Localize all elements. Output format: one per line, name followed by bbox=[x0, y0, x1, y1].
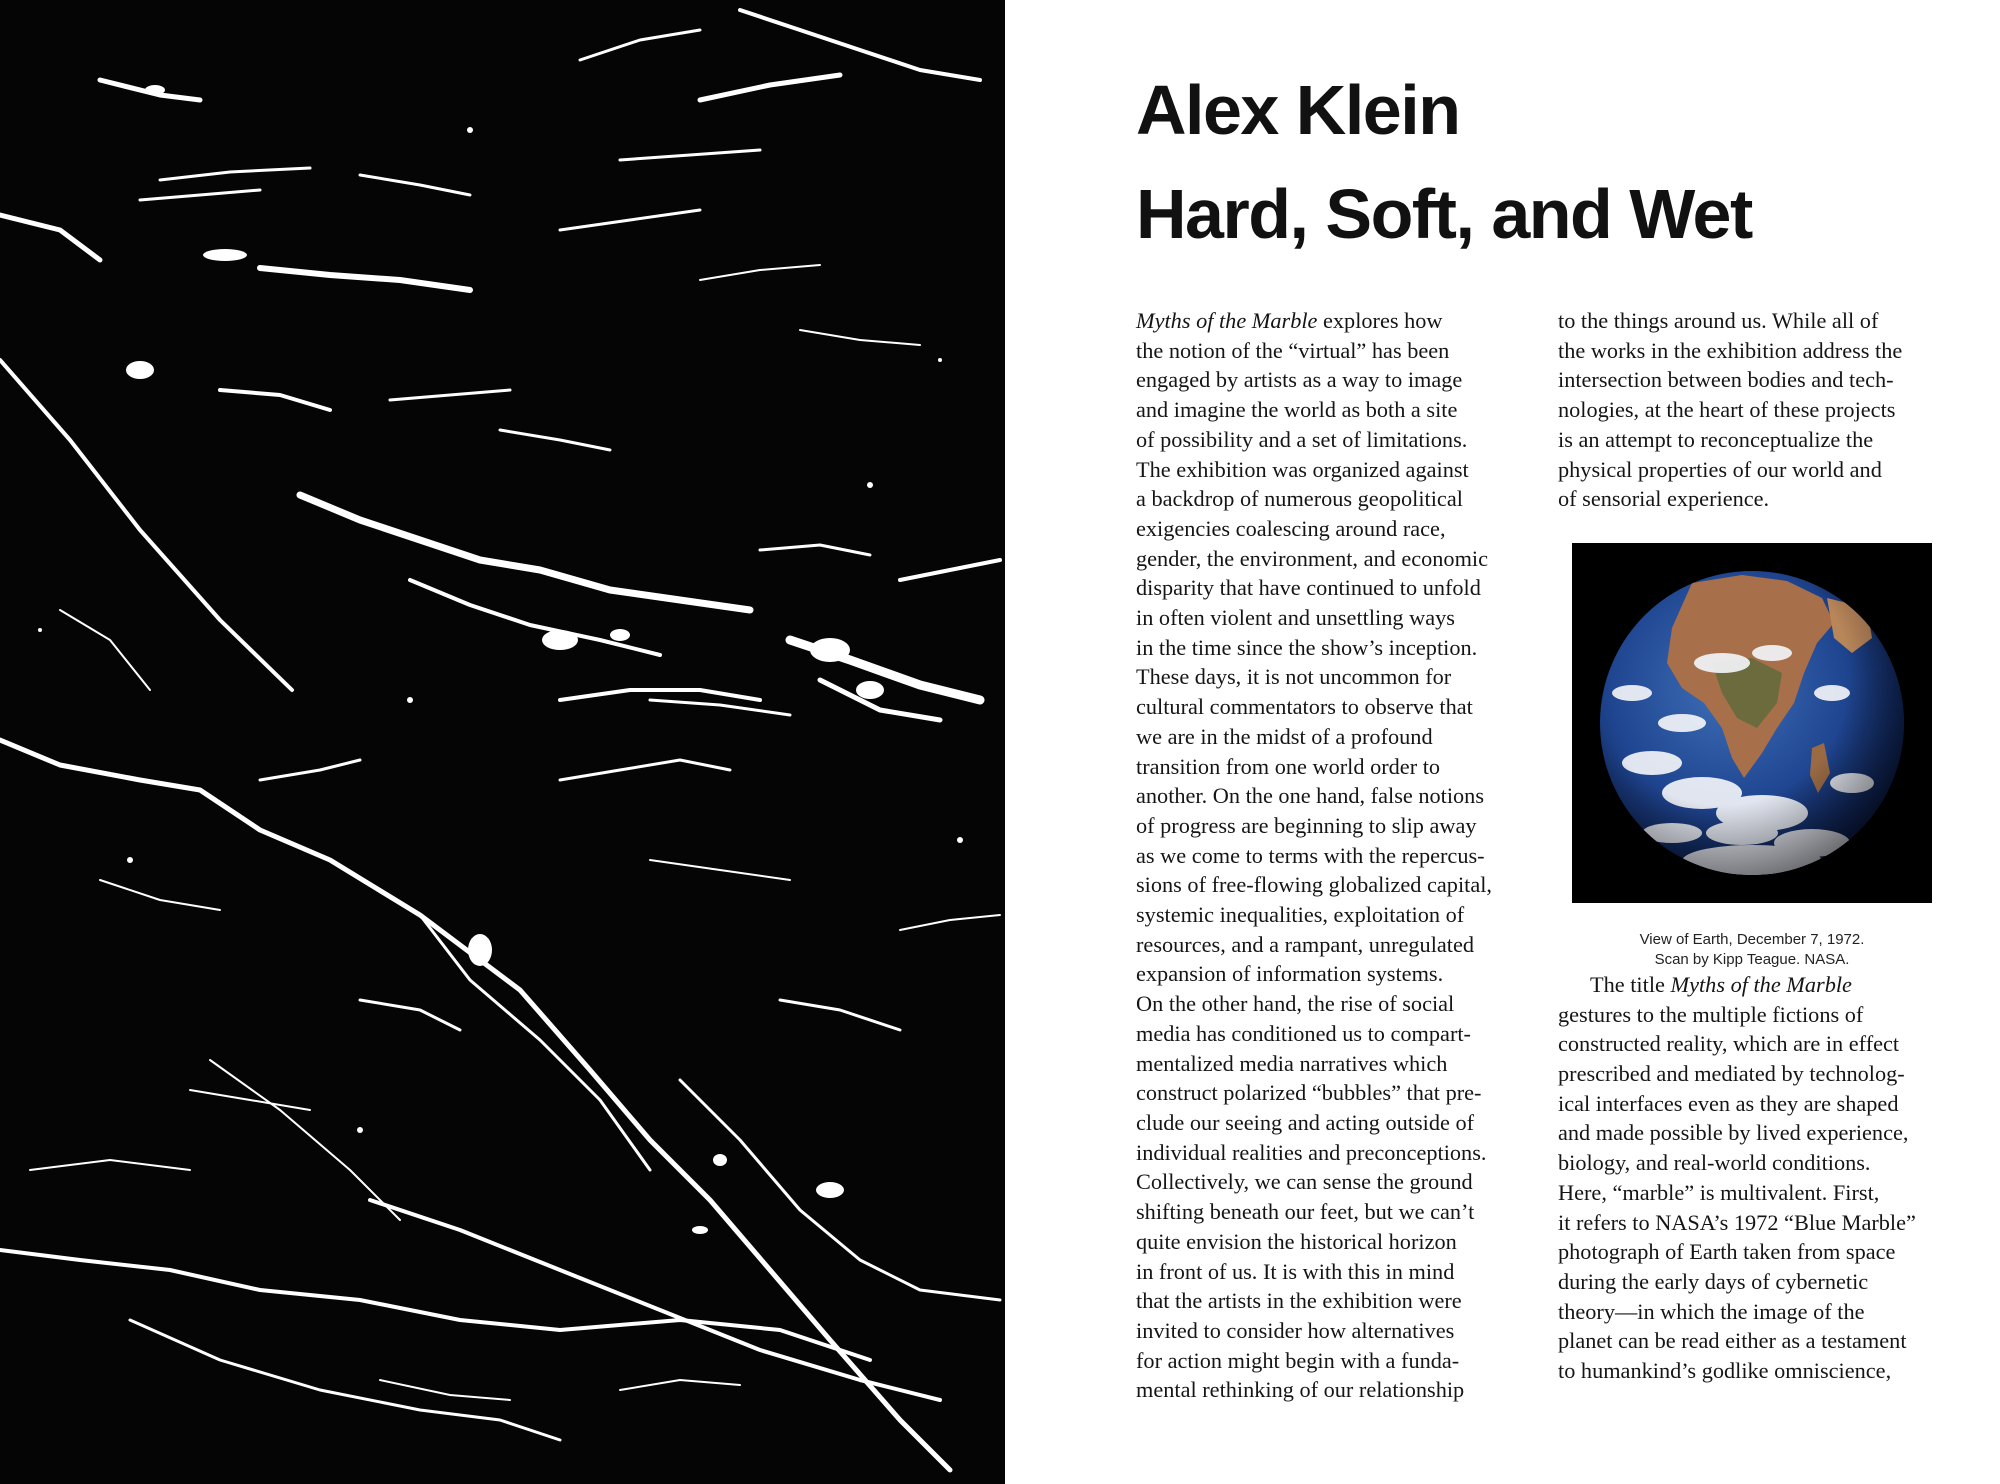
text-line: clude our seeing and acting outside of bbox=[1136, 1109, 1475, 1135]
figure-caption bbox=[1572, 930, 1932, 970]
body-paragraph bbox=[1558, 970, 1978, 1386]
text-line: to humankind’s godlike omniscience, bbox=[1558, 1358, 1892, 1384]
text-line: physical properties of our world and bbox=[1558, 456, 1882, 482]
author-name: Alex Klein bbox=[1136, 71, 1460, 149]
text-line: sions of free-flowing globalized capital, bbox=[1136, 872, 1493, 898]
body-column-left bbox=[1136, 306, 1556, 1405]
text-line: we are in the midst of a profound bbox=[1136, 723, 1433, 749]
text-line: gestures to the multiple fictions of bbox=[1558, 1001, 1864, 1027]
text-line: On the other hand, the rise of social bbox=[1136, 991, 1455, 1017]
text-line: of progress are beginning to slip away bbox=[1136, 812, 1477, 838]
text-line: it refers to NASA’s 1972 “Blue Marble” bbox=[1558, 1209, 1916, 1235]
text-line: in the time since the show’s inception. bbox=[1136, 634, 1478, 660]
text-line: as we come to terms with the repercus- bbox=[1136, 842, 1485, 868]
text-line: The exhibition was organized against bbox=[1136, 456, 1469, 482]
body-paragraph bbox=[1558, 306, 1978, 514]
text-line: that the artists in the exhibition were bbox=[1136, 1288, 1462, 1314]
text-line: cultural commentators to observe that bbox=[1136, 694, 1473, 720]
text-line: and imagine the world as both a site bbox=[1136, 397, 1458, 423]
text-line: shifting beneath our feet, but we can’t bbox=[1136, 1199, 1475, 1225]
text-line: disparity that have continued to unfold bbox=[1136, 575, 1481, 601]
text-line: These days, it is not uncommon for bbox=[1136, 664, 1452, 690]
body-column-right bbox=[1558, 306, 1978, 1386]
text-line: The title Myths of the Marble bbox=[1590, 971, 1852, 997]
text-line: gender, the environment, and economic bbox=[1136, 545, 1489, 571]
text-line: constructed reality, which are in effect bbox=[1558, 1031, 1900, 1057]
text-line: nologies, at the heart of these projects bbox=[1558, 397, 1896, 423]
text-line: resources, and a rampant, unregulated bbox=[1136, 931, 1475, 957]
text-line: individual realities and preconceptions. bbox=[1136, 1139, 1487, 1165]
text-line: of possibility and a set of limitations. bbox=[1136, 426, 1468, 452]
earth-figure bbox=[1572, 543, 1932, 970]
text-line: and made possible by lived experience, bbox=[1558, 1120, 1909, 1146]
text-line: prescribed and mediated by technolog- bbox=[1558, 1061, 1905, 1087]
text-line: quite envision the historical horizon bbox=[1136, 1228, 1457, 1254]
text-line: the notion of the “virtual” has been bbox=[1136, 337, 1450, 363]
text-line: expansion of information systems. bbox=[1136, 961, 1444, 987]
text-line: transition from one world order to bbox=[1136, 753, 1441, 779]
text-line: systemic inequalities, exploitation of bbox=[1136, 902, 1465, 928]
text-line: Myths of the Marble explores how bbox=[1136, 308, 1443, 333]
text-line: engaged by artists as a way to image bbox=[1136, 367, 1463, 393]
blue-marble-image bbox=[1572, 543, 1932, 903]
text-line: biology, and real-world conditions. bbox=[1558, 1150, 1871, 1176]
text-line: invited to consider how alternatives bbox=[1136, 1317, 1455, 1343]
text-line: theory—in which the image of the bbox=[1558, 1298, 1865, 1324]
text-line: a backdrop of numerous geopolitical bbox=[1136, 486, 1463, 512]
text-line: in front of us. It is with this in mind bbox=[1136, 1258, 1455, 1284]
text-line: the works in the exhibition address the bbox=[1558, 337, 1903, 363]
text-line: mentalized media narratives which bbox=[1136, 1050, 1448, 1076]
text-line: photograph of Earth taken from space bbox=[1558, 1239, 1896, 1265]
text-line: Here, “marble” is multivalent. First, bbox=[1558, 1179, 1880, 1205]
text-line: ical interfaces even as they are shaped bbox=[1558, 1090, 1899, 1116]
body-paragraph bbox=[1136, 306, 1556, 1405]
text-line: to the things around us. While all of bbox=[1558, 308, 1879, 333]
text-line: mental rethinking of our relationship bbox=[1136, 1377, 1465, 1403]
text-line: another. On the one hand, false notions bbox=[1136, 783, 1484, 809]
article-title: Hard, Soft, and Wet bbox=[1136, 175, 1752, 253]
text-line: for action might begin with a funda- bbox=[1136, 1347, 1460, 1373]
emphasis: Myths of the Marble bbox=[1136, 308, 1318, 333]
text-line: Collectively, we can sense the ground bbox=[1136, 1169, 1473, 1195]
caption-line: View of Earth, December 7, 1972. bbox=[1639, 930, 1865, 948]
text-line: is an attempt to reconceptualize the bbox=[1558, 426, 1874, 452]
emphasis: Myths of the Marble bbox=[1670, 971, 1852, 997]
caption-line: Scan by Kipp Teague. NASA. bbox=[1654, 950, 1850, 968]
text-line: exigencies coalescing around race, bbox=[1136, 515, 1446, 541]
text-line: planet can be read either as a testament bbox=[1558, 1328, 1907, 1354]
text-line: in often violent and unsettling ways bbox=[1136, 605, 1455, 631]
text-line: during the early days of cybernetic bbox=[1558, 1268, 1869, 1294]
article-heading bbox=[1136, 58, 1752, 266]
text-line: media has conditioned us to compart- bbox=[1136, 1020, 1471, 1046]
earth-photo bbox=[1572, 543, 1932, 903]
text-line: of sensorial experience. bbox=[1558, 486, 1770, 512]
text-line: intersection between bodies and tech- bbox=[1558, 367, 1894, 393]
text-line: construct polarized “bubbles” that pre- bbox=[1136, 1080, 1482, 1106]
